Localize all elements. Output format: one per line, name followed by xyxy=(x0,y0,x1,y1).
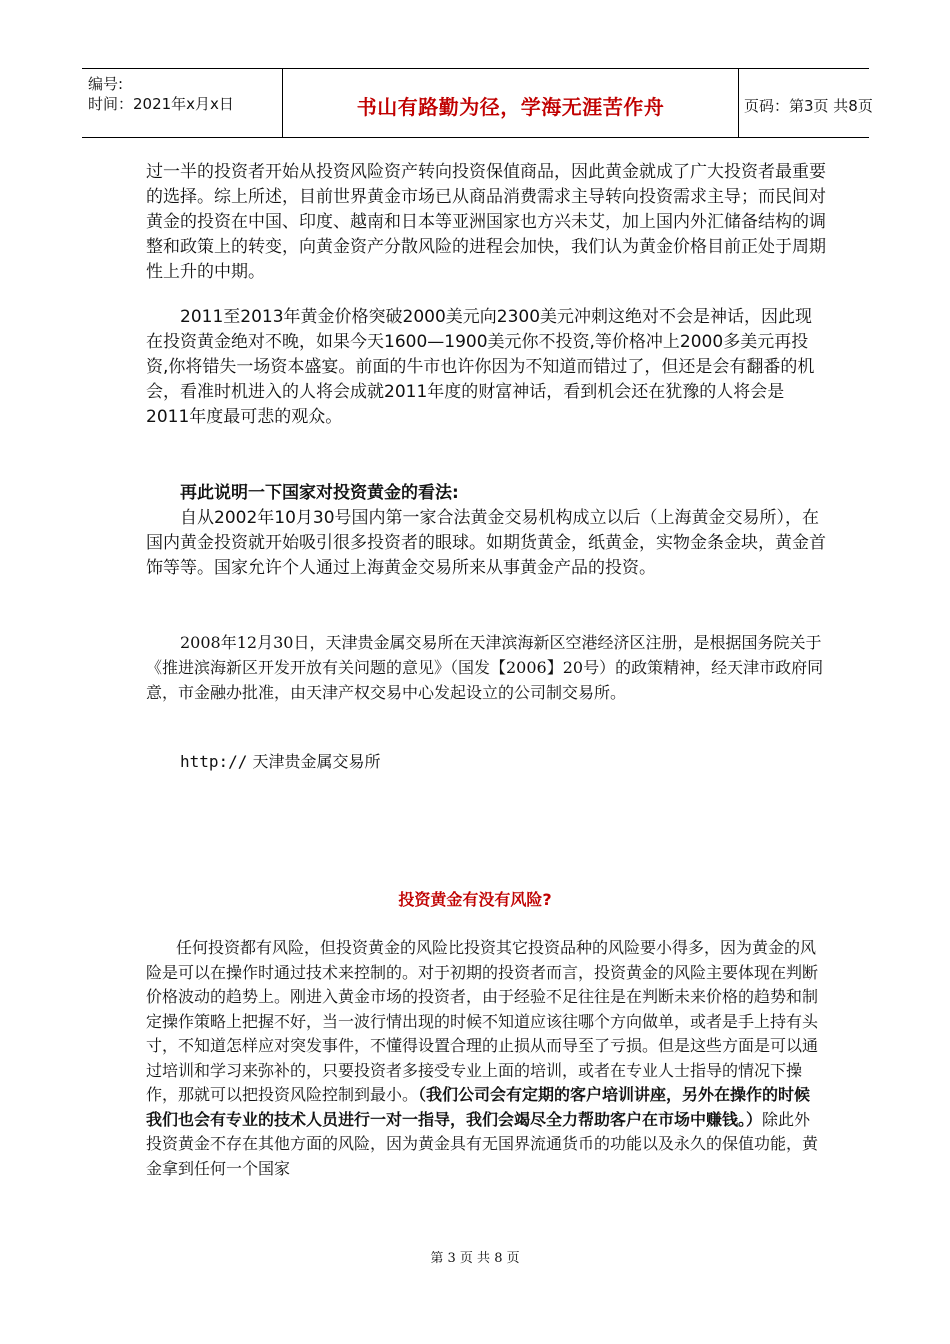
paragraph-5-start: 任何投资都有风险，但投资黄金的风险比投资其它投资品种的风险要小得多，因为黄金的风险是可以在操作时通过技术来控制的。对于初期的投资者而言，投资黄金的风险主要体现在判断价格波动的趋势上。刚进入黄金市场的投资者，由于经验不足往往是在判断未来价格的趋势和制定操作策略上把握不好，当一波行情出现的时候不知道应该往哪个方向做单，或者是手上持有头寸，不知道怎样应对突发事件，不懂得设置合理的止损从而导至了亏损。但是这些方面是可以通过培训和学习来弥补的，只要投资者多接受专业上面的培训，或者在专业人士指导的情况下操作，那就可以把投资风险控制到最小。 xyxy=(146,938,819,1104)
time-line: 时间：2021年x月x日 xyxy=(88,95,234,113)
header-right-cell xyxy=(738,69,873,137)
page-info: 页码：第3页 共8页 xyxy=(744,97,873,115)
paragraph-4: 2008年12月30日，天津贵金属交易所在天津滨海新区空港经济区注册，是根据国务院关于《推进滨海新区开发开放有关问题的意见》（国发【2006】20号）的政策精神，经天津市政府同意，市金融办批准，由天津产权交易中心发起设立的公司制交易所。 xyxy=(146,633,824,702)
paragraph-5-bold: （我们公司会有定期的客户培训讲座，另外在操作的时候我们也会有专业的技术人员进行一对一指导，我们会竭尽全力帮助客户在市场中赚钱。） xyxy=(146,1085,811,1129)
code-label: 编号: xyxy=(88,75,124,93)
paragraph-1: 过一半的投资者开始从投资风险资产转向投资保值商品，因此黄金就成了广大投资者最重要的选择。综上所述，目前世界黄金市场已从商品消费需求主导转向投资需求主导；而民间对黄金的投资在中国、印度、越南和日本等亚洲国家也方兴未艾，加上国内外汇储备结构的调整和政策上的转变，向黄金资产分散风险的进程会加快，我们认为黄金价格目前正处于周期性上升的中期。 xyxy=(146,162,826,282)
motto: 书山有路勤为径，学海无涯苦作舟 xyxy=(356,95,665,119)
exchange-link-line xyxy=(146,749,826,774)
header-motto-cell xyxy=(282,69,739,137)
section-heading-risk: 投资黄金有没有风险? xyxy=(398,890,552,909)
paragraph-2: 2011至2013年黄金价格突破2000美元向2300美元冲刺这绝对不会是神话，因此现在投资黄金绝对不晚，如果今天1600—1900美元你不投资,等价格冲上2000多美元再投资,你将错失一场资本盛宴。前面的牛市也许你因为不知道而错过了，但还是会有翻番的机会，看准时机进入的人将会成就2011年度的财富神话，看到机会还在犹豫的人将会是2011年度最可悲的观众。 xyxy=(146,307,815,427)
section-title-state-view: 再此说明一下国家对投资黄金的看法: xyxy=(180,483,459,503)
document-header xyxy=(82,68,873,138)
link-prefix[interactable]: http:// xyxy=(180,752,248,771)
link-text[interactable]: 天津贵金属交易所 xyxy=(252,752,381,771)
paragraph-5-end: 除此外投资黄金不存在其他方面的风险，因为黄金具有无国界流通货币的功能以及永久的保值功能，黄金拿到任何一个国家 xyxy=(146,1109,819,1178)
paragraph-3: 自从2002年10月30号国内第一家合法黄金交易机构成立以后（上海黄金交易所），在国内黄金投资就开始吸引很多投资者的眼球。如期货黄金，纸黄金，实物金条金块，黄金首饰等等。国家允许个人通过上海黄金交易所来从事黄金产品的投资。 xyxy=(146,508,826,578)
header-left-cell xyxy=(82,69,282,137)
page-footer: 第 3 页 共 8 页 xyxy=(430,1251,520,1266)
paragraph-5 xyxy=(146,936,826,1181)
